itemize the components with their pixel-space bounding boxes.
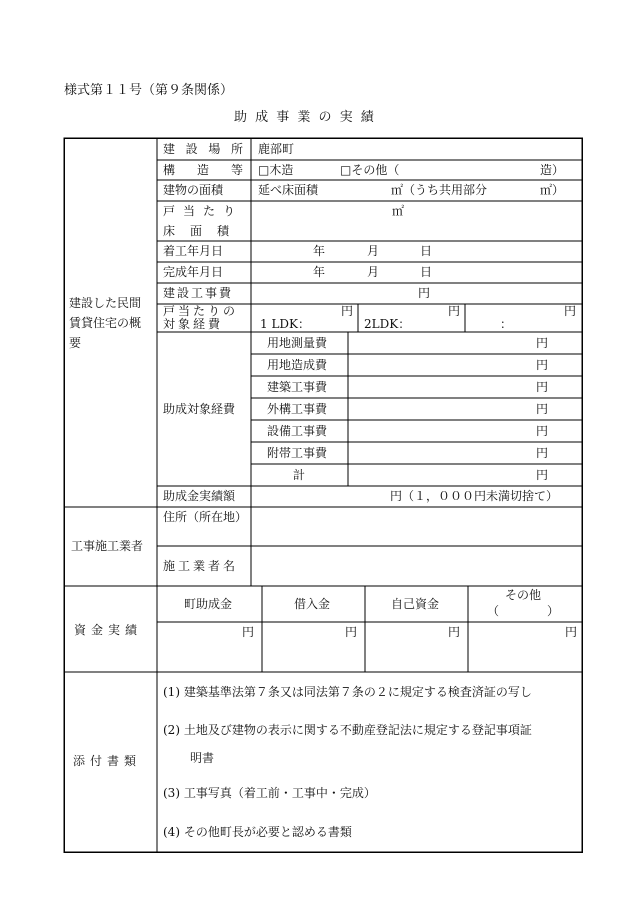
cost-item-yen: 円	[536, 380, 549, 394]
contractor-name-label: 施工業者名	[163, 559, 239, 573]
overview-section-label-1: 建設した民間	[69, 296, 142, 310]
unit-area-label-2: 床面積	[163, 224, 245, 238]
funding-loan: 借入金	[294, 597, 331, 611]
funding-section-label: 資金実績	[74, 623, 143, 637]
attachment-item: (3) 工事写真（着工前・工事中・完成）	[163, 786, 376, 800]
funding-loan-yen: 円	[345, 625, 358, 639]
cost-item-label: 設備工事費	[267, 424, 328, 438]
attachment-item-continued: 明書	[190, 751, 215, 765]
subsidy-cost-label: 助成対象経費	[163, 402, 236, 416]
cost-item-yen: 円	[536, 446, 549, 460]
ldk2-label: 2LDK：	[364, 317, 411, 331]
start-day: 日	[420, 244, 433, 258]
attachment-item: (4) その他町長が必要と認める書類	[163, 825, 352, 839]
page-title: 助 成 事 業 の 実 績	[234, 110, 376, 125]
area-unit-end: ㎡）	[540, 183, 565, 197]
complete-year: 年	[313, 265, 326, 279]
funding-other-yen: 円	[565, 625, 578, 639]
funding-other: その他	[505, 588, 542, 602]
cost-total-label: 計	[293, 468, 306, 482]
contractor-section-label: 工事施工業者	[71, 539, 144, 553]
site-label: 建 設 場 所	[163, 142, 243, 156]
funding-own: 自己資金	[391, 597, 440, 611]
funding-town-subsidy: 町助成金	[184, 597, 233, 611]
complete-date-label: 完成年月日	[163, 265, 224, 279]
cost-item-yen: 円	[536, 424, 549, 438]
structure-label: 構 造 等	[163, 163, 243, 177]
cost-item-yen: 円	[536, 402, 549, 416]
subsidy-amount-value: 円（１，０００円未満切捨て）	[390, 489, 559, 503]
unit-cost-label-1: 戸当たりの	[163, 304, 239, 318]
structure-wood-checkbox[interactable]: □木造	[258, 163, 294, 177]
construction-cost-yen: 円	[418, 286, 431, 300]
overview-section-label-3: 要	[69, 336, 82, 350]
ldk-other-label: ：	[500, 317, 513, 331]
site-value: 鹿部町	[258, 142, 295, 156]
funding-own-yen: 円	[448, 625, 461, 639]
complete-month: 月	[367, 265, 380, 279]
cost-item-yen: 円	[536, 358, 549, 372]
structure-other-checkbox[interactable]: □その他（	[340, 163, 400, 177]
structure-end: 造）	[540, 163, 565, 177]
funding-town-yen: 円	[242, 625, 255, 639]
start-month: 月	[367, 244, 380, 258]
subsidy-amount-label: 助成金実績額	[163, 489, 236, 503]
ldk1-label: 1 LDK：	[260, 317, 311, 331]
form-number: 様式第１１号（第９条関係）	[64, 83, 234, 98]
unit-area-label-1: 戸当たり	[163, 204, 244, 218]
area-unit: ㎡（うち共用部分	[391, 183, 488, 197]
construction-cost-label: 建設工事費	[163, 286, 234, 300]
area-label: 建物の面積	[163, 183, 224, 197]
attachment-item: (1) 建築基準法第７条又は同法第７条の２に規定する検査済証の写し	[163, 685, 532, 699]
complete-day: 日	[420, 265, 433, 279]
attachments-section-label: 添付書類	[73, 754, 142, 768]
start-year: 年	[313, 244, 326, 258]
cost-total-yen: 円	[536, 468, 549, 482]
attachment-item: (2) 土地及び建物の表示に関する不動産登記法に規定する登記事項証	[163, 723, 532, 737]
start-date-label: 着工年月日	[163, 244, 224, 258]
ldk1-yen: 円	[341, 304, 354, 318]
area-floor-label: 延べ床面積	[258, 183, 319, 197]
ldk-other-yen: 円	[564, 304, 577, 318]
cost-item-yen: 円	[536, 336, 549, 350]
cost-item-label: 附帯工事費	[267, 446, 328, 460]
cost-item-label: 用地測量費	[267, 336, 328, 350]
unit-area-unit: ㎡	[392, 204, 405, 218]
contractor-address-label: 住所（所在地）	[163, 510, 248, 524]
ldk2-yen: 円	[448, 304, 461, 318]
cost-item-label: 建築工事費	[267, 380, 328, 394]
funding-other-paren: （ ）	[487, 604, 560, 618]
unit-cost-label-2: 対象経費	[163, 317, 224, 331]
cost-item-label: 用地造成費	[267, 358, 328, 372]
overview-section-label-2: 賃貸住宅の概	[69, 316, 142, 330]
cost-item-label: 外構工事費	[267, 402, 328, 416]
